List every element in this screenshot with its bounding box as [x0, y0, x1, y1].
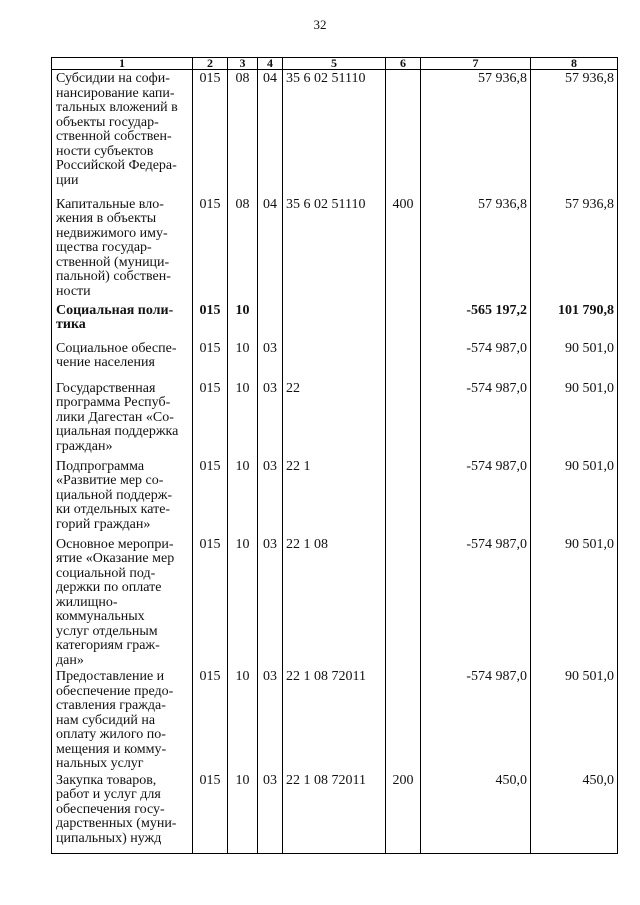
section-code-cell: 10 — [228, 340, 258, 380]
column-header: 1 — [52, 58, 193, 70]
item-name-cell: Социальная поли- тика — [52, 302, 193, 340]
budget-table — [51, 57, 618, 854]
amount-change-cell: -574 987,0 — [421, 668, 531, 772]
section-code-cell: 10 — [228, 772, 258, 854]
amount-change-cell: -574 987,0 — [421, 458, 531, 536]
column-header: 4 — [258, 58, 283, 70]
column-header: 2 — [193, 58, 228, 70]
admin-code-cell: 015 — [193, 196, 228, 302]
expense-type-cell — [386, 458, 421, 536]
amount-change-cell: -574 987,0 — [421, 340, 531, 380]
target-article-cell: 22 1 08 72011 — [283, 668, 386, 772]
table-row — [52, 668, 618, 772]
item-name-cell: Закупка товаров, работ и услуг для обеспечения госу- дарственных (муни- ципальных) нужд — [52, 772, 193, 854]
subsection-code-cell: 03 — [258, 536, 283, 669]
target-article-cell — [283, 340, 386, 380]
table-header-row — [52, 58, 618, 70]
column-header: 5 — [283, 58, 386, 70]
table-row — [52, 458, 618, 536]
section-code-cell: 08 — [228, 196, 258, 302]
admin-code-cell: 015 — [193, 340, 228, 380]
target-article-cell: 22 1 — [283, 458, 386, 536]
amount-change-cell: 57 936,8 — [421, 70, 531, 196]
admin-code-cell: 015 — [193, 380, 228, 458]
amount-total-cell: 90 501,0 — [531, 668, 618, 772]
subsection-code-cell: 03 — [258, 772, 283, 854]
expense-type-cell: 400 — [386, 196, 421, 302]
target-article-cell — [283, 302, 386, 340]
subsection-code-cell — [258, 302, 283, 340]
subsection-code-cell: 03 — [258, 340, 283, 380]
expense-type-cell — [386, 380, 421, 458]
amount-change-cell: -565 197,2 — [421, 302, 531, 340]
admin-code-cell: 015 — [193, 668, 228, 772]
amount-total-cell: 450,0 — [531, 772, 618, 854]
subsection-code-cell: 03 — [258, 458, 283, 536]
expense-type-cell — [386, 668, 421, 772]
expense-type-cell — [386, 70, 421, 196]
admin-code-cell: 015 — [193, 536, 228, 669]
amount-total-cell: 57 936,8 — [531, 196, 618, 302]
section-code-cell: 10 — [228, 380, 258, 458]
expense-type-cell: 200 — [386, 772, 421, 854]
admin-code-cell: 015 — [193, 772, 228, 854]
table-row — [52, 772, 618, 854]
section-code-cell: 10 — [228, 536, 258, 669]
expense-type-cell — [386, 302, 421, 340]
table-row — [52, 196, 618, 302]
amount-total-cell: 90 501,0 — [531, 380, 618, 458]
item-name-cell: Основное меропри- ятие «Оказание мер социальной под- держки по оплате жилищно- коммунальных услуг отдельным категориям граж- дан» — [52, 536, 193, 669]
column-header: 3 — [228, 58, 258, 70]
column-header: 8 — [531, 58, 618, 70]
target-article-cell: 22 — [283, 380, 386, 458]
item-name-cell: Государственная программа Респуб- лики Дагестан «Со- циальная поддержка граждан» — [52, 380, 193, 458]
item-name-cell: Предоставление и обеспечение предо- ставления гражда- нам субсидий на оплату жилого по- мещения и комму- нальных услуг — [52, 668, 193, 772]
section-code-cell: 10 — [228, 668, 258, 772]
subsection-code-cell: 04 — [258, 70, 283, 196]
target-article-cell: 22 1 08 72011 — [283, 772, 386, 854]
item-name-cell: Капитальные вло- жения в объекты недвижимого иму- щества государ- ственной (муници- пальной) собствен- ности — [52, 196, 193, 302]
admin-code-cell: 015 — [193, 70, 228, 196]
amount-total-cell: 57 936,8 — [531, 70, 618, 196]
section-code-cell: 10 — [228, 302, 258, 340]
target-article-cell: 22 1 08 — [283, 536, 386, 669]
expense-type-cell — [386, 340, 421, 380]
item-name-cell: Подпрограмма «Развитие мер со- циальной поддерж- ки отдельных кате- горий граждан» — [52, 458, 193, 536]
subsection-code-cell: 03 — [258, 380, 283, 458]
amount-change-cell: -574 987,0 — [421, 380, 531, 458]
amount-total-cell: 90 501,0 — [531, 458, 618, 536]
column-header: 7 — [421, 58, 531, 70]
table-row — [52, 340, 618, 380]
item-name-cell: Социальное обеспе- чение населения — [52, 340, 193, 380]
table-row — [52, 380, 618, 458]
table-row — [52, 302, 618, 340]
column-header: 6 — [386, 58, 421, 70]
target-article-cell: 35 6 02 51110 — [283, 196, 386, 302]
amount-change-cell: 450,0 — [421, 772, 531, 854]
target-article-cell: 35 6 02 51110 — [283, 70, 386, 196]
section-code-cell: 10 — [228, 458, 258, 536]
section-code-cell: 08 — [228, 70, 258, 196]
amount-total-cell: 90 501,0 — [531, 340, 618, 380]
subsection-code-cell: 04 — [258, 196, 283, 302]
amount-change-cell: 57 936,8 — [421, 196, 531, 302]
amount-change-cell: -574 987,0 — [421, 536, 531, 669]
table-row — [52, 536, 618, 669]
item-name-cell: Субсидии на софи- нансирование капи- тальных вложений в объекты государ- ственной собствен- ности субъектов Российской Федера- ции — [52, 70, 193, 196]
table-row — [52, 70, 618, 196]
subsection-code-cell: 03 — [258, 668, 283, 772]
admin-code-cell: 015 — [193, 302, 228, 340]
amount-total-cell: 90 501,0 — [531, 536, 618, 669]
page-number: 32 — [313, 17, 327, 32]
admin-code-cell: 015 — [193, 458, 228, 536]
amount-total-cell: 101 790,8 — [531, 302, 618, 340]
expense-type-cell — [386, 536, 421, 669]
